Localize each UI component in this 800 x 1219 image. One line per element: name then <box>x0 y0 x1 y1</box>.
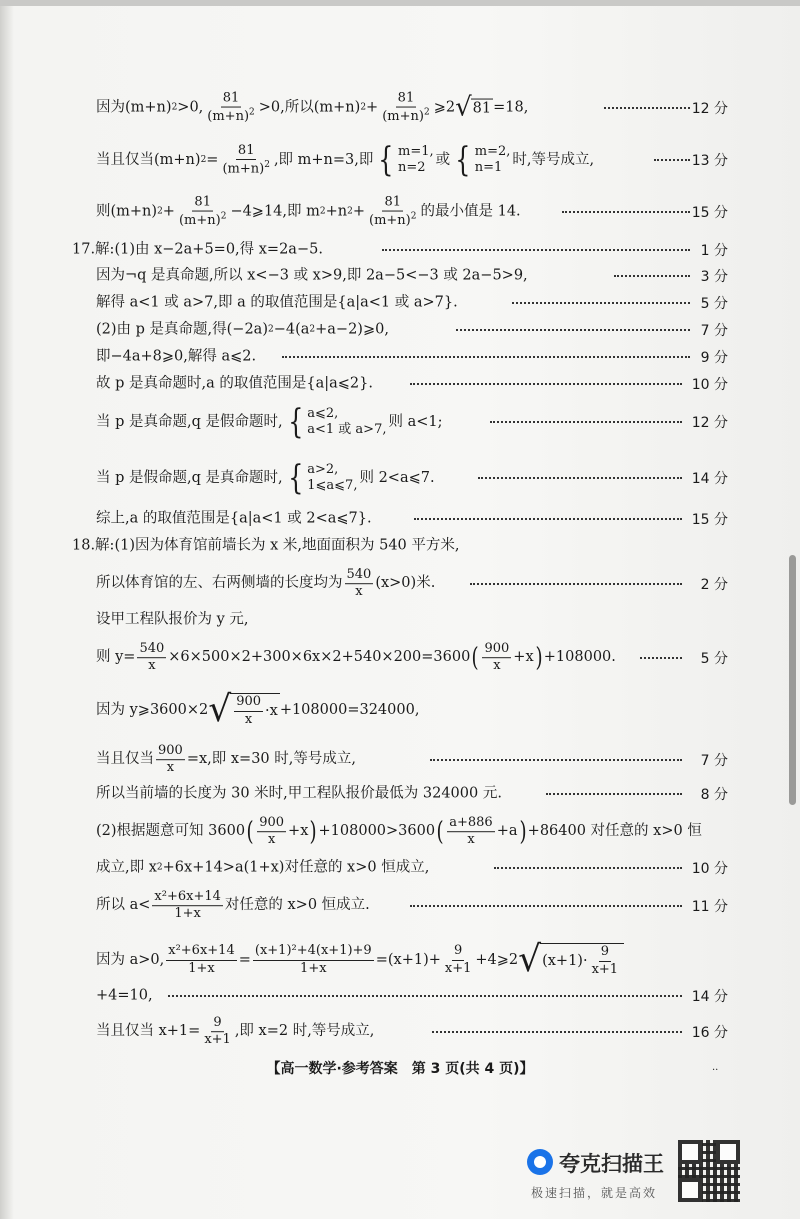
answer-line: +4=10, 14 分 <box>96 987 728 1005</box>
leader-dots <box>410 383 682 385</box>
score: 2 分 <box>700 577 728 593</box>
page-top-edge <box>0 0 800 6</box>
case-brace: { a⩽2, a<1 或 a>7, <box>287 402 387 442</box>
watermark-slogan: 极速扫描，就是高效 <box>531 1186 658 1200</box>
score: 5 分 <box>700 296 728 312</box>
score: 16 分 <box>691 1025 728 1041</box>
watermark-brand: 夸克扫描王 <box>559 1152 664 1176</box>
fraction: $\frac{900}{x}$ <box>158 743 183 776</box>
fraction: $\frac{81}{(m+n)^2}$ <box>178 194 227 229</box>
leader-dots <box>546 793 682 795</box>
answer-line: (2)由 p 是真命题,得(−2a) 2 −4(a 2 +a−2)⩾0, 7 分 <box>96 321 728 339</box>
answer-line: 设甲工程队报价为 y 元, <box>96 611 249 628</box>
leader-dots <box>414 518 682 520</box>
leader-dots <box>490 421 682 423</box>
answer-line: 则(m+n) 2 + $\frac{81}{(m+n)^2}$ −4⩾14,即 m 2 +n 2 + $\frac{81}{(m+n)^2}$ 的最小值是 14. 15 分 <box>96 194 728 229</box>
score: 8 分 <box>700 787 728 803</box>
scanner-logo-icon <box>527 1149 553 1175</box>
leader-dots <box>470 583 682 585</box>
answer-line: 综上,a 的取值范围是{a|a<1 或 2<a⩽7}. 15 分 <box>96 510 728 528</box>
leader-dots <box>456 329 690 331</box>
fraction: $\frac{9}{x+1}$ <box>591 944 619 977</box>
fraction: $\frac{81}{(m+n)^2}$ <box>382 90 430 125</box>
scrollbar-thumb[interactable] <box>789 555 796 805</box>
score: 13 分 <box>691 153 728 169</box>
leader-dots <box>604 107 690 109</box>
answer-line: 所以体育馆的左、右两侧墙的长度均为 $\frac{540}{x}$ (x>0)米. 2 分 <box>96 567 728 600</box>
fraction: $\frac{900}{x}$ <box>236 694 262 727</box>
answer-line: 成立,即 x 2 +6x+14>a(1+x)对任意的 x>0 恒成立, 10 分 <box>96 859 728 877</box>
fraction: $\frac{\text{x²+6x+14}}{1+x}$ <box>154 889 221 922</box>
score: 3 分 <box>700 269 728 285</box>
fraction: $\frac{81}{(m+n)^2}$ <box>369 194 417 229</box>
score: 14 分 <box>691 989 728 1005</box>
answer-line: 18.解:(1)因为体育馆前墙长为 x 米,地面面积为 540 平方米, <box>72 537 460 554</box>
fraction: $\frac{900}{x}$ <box>484 641 510 674</box>
answer-line: 因为 a>0, $\frac{\text{x²+6x+14}}{1+x}$ = $\frac{\text{(x+1)²+4(x+1)+9}}{1+x}$ =(x+1)+ $\frac{9}{x+1}$ +4⩾2 √ (x+1)· $\frac{9}{x+1}$ <box>0 938 800 982</box>
answer-line: 因为¬q 是真命题,所以 x<−3 或 x>9,即 2a−5<−3 或 2a−5>9, 3 分 <box>96 267 728 285</box>
leader-dots <box>478 477 682 479</box>
score: 7 分 <box>700 753 728 769</box>
leader-dots <box>430 759 682 761</box>
score: 15 分 <box>691 512 728 528</box>
answer-line: 所以 a< $\frac{\text{x²+6x+14}}{1+x}$ 对任意的 x>0 恒成立. 11 分 <box>96 889 728 922</box>
score: 1 分 <box>700 243 728 259</box>
footer-mark: .. <box>712 1062 719 1073</box>
fraction: $\frac{a+886}{x}$ <box>449 815 493 848</box>
leader-dots <box>512 302 690 304</box>
fraction: $\frac{81}{(m+n)^2}$ <box>207 90 255 125</box>
score: 10 分 <box>691 377 728 393</box>
case-brace: { m=2, n=1 <box>455 140 511 180</box>
answer-line: 即−4a+8⩾0,解得 a⩽2. 9 分 <box>96 348 728 366</box>
score: 7 分 <box>700 323 728 339</box>
answer-line: 当且仅当(m+n) 2 = $\frac{81}{(m+n)^2}$ ,即 m+n=3,即 { m=1, n=2 或 { m=2, n=1 时,等号成立, 13 分 <box>96 140 728 180</box>
answer-line: (2)根据题意可知 3600 ( $\frac{900}{x}$ +x ) +108000>3600 ( $\frac{a+886}{x}$ +a ) +86400 对任意的 x>0 恒 <box>96 815 702 848</box>
page-footer: 【高一数学·参考答案 第 3 页(共 4 页)】 <box>266 1061 534 1077</box>
square-root: √ $\frac{900}{x}$ ·x <box>208 689 278 730</box>
fraction: $\frac{9}{x+1}$ <box>204 1015 231 1048</box>
answer-line: 故 p 是真命题时,a 的取值范围是{a|a⩽2}. 10 分 <box>96 375 728 393</box>
score: 9 分 <box>700 350 728 366</box>
qr-code-icon <box>678 1140 740 1202</box>
score: 5 分 <box>700 651 728 667</box>
square-root: √ 81 <box>455 92 492 123</box>
leader-dots <box>282 356 690 358</box>
score: 12 分 <box>691 101 728 117</box>
leader-dots <box>562 211 690 213</box>
leader-dots <box>382 249 690 251</box>
score: 12 分 <box>691 415 728 431</box>
answer-line: 当 p 是假命题,q 是真命题时, { a>2, 1⩽a⩽7, 则 2<a⩽7. 14 分 <box>96 458 728 498</box>
answer-line: 当 p 是真命题,q 是假命题时, { a⩽2, a<1 或 a>7, 则 a<1; 12 分 <box>96 402 728 442</box>
leader-dots <box>614 275 690 277</box>
score: 10 分 <box>691 861 728 877</box>
score: 14 分 <box>691 471 728 487</box>
leader-dots <box>432 1031 682 1033</box>
answer-line: 因为 y⩾3600×2 √ $\frac{900}{x}$ ·x +108000=324000, <box>96 689 420 730</box>
answer-line: 当且仅当 x+1= $\frac{9}{x+1}$ ,即 x=2 时,等号成立, 16 分 <box>96 1015 728 1048</box>
leader-dots <box>168 995 682 997</box>
score: 11 分 <box>691 899 728 915</box>
case-brace: { m=1, n=2 <box>378 140 434 180</box>
square-root: √ (x+1)· $\frac{9}{x+1}$ <box>518 942 624 978</box>
fraction: $\frac{540}{x}$ <box>139 641 165 674</box>
leader-dots <box>410 905 682 907</box>
fraction: $\frac{81}{(m+n)^2}$ <box>222 142 270 177</box>
fraction: $\frac{900}{x}$ <box>259 815 285 848</box>
answer-line: 因为(m+n) 2 >0, $\frac{81}{(m+n)^2}$ >0,所以(m+n) 2 + $\frac{81}{(m+n)^2}$ ⩾2 √ 81 =18, 12 分 <box>96 90 728 125</box>
leader-dots <box>654 159 690 161</box>
answer-line: 17.解:(1)由 x−2a+5=0,得 x=2a−5. 1 分 <box>72 241 728 259</box>
fraction: $\frac{\text{x²+6x+14}}{1+x}$ <box>168 943 235 976</box>
answer-line: 当且仅当 $\frac{900}{x}$ =x,即 x=30 时,等号成立, 7 分 <box>96 743 728 776</box>
answer-line: 所以当前墙的长度为 30 米时,甲工程队报价最低为 324000 元. 8 分 <box>96 785 728 803</box>
leader-dots <box>494 867 682 869</box>
case-brace: { a>2, 1⩽a⩽7, <box>287 458 358 498</box>
fraction: $\frac{9}{x+1}$ <box>444 943 472 976</box>
fraction: $\frac{540}{x}$ <box>346 567 372 600</box>
score: 15 分 <box>691 205 728 221</box>
answer-line: 则 y= $\frac{540}{x}$ ×6×500×2+300×6x×2+540×200=3600 ( $\frac{900}{x}$ +x ) +108000. 5 分 <box>96 641 728 674</box>
leader-dots <box>640 657 682 659</box>
answer-line: 解得 a<1 或 a>7,即 a 的取值范围是{a|a<1 或 a>7}. 5 分 <box>96 294 728 312</box>
fraction: $\frac{\text{(x+1)²+4(x+1)+9}}{1+x}$ <box>254 943 372 976</box>
